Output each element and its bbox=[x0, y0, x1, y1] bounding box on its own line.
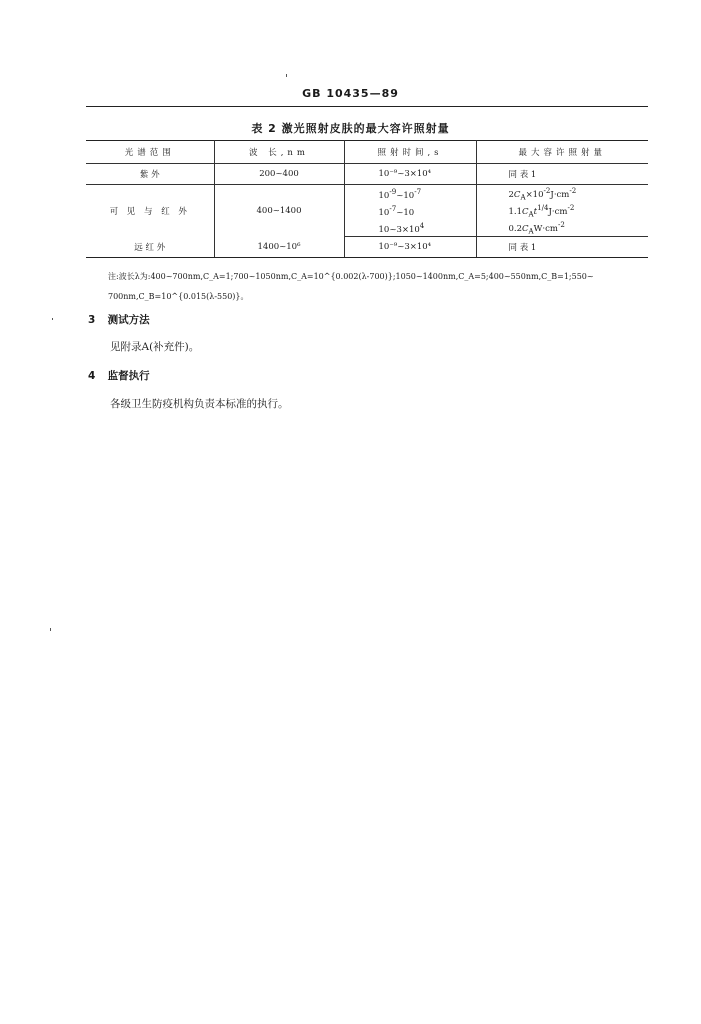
column-header-range: 光谱范围 bbox=[86, 141, 214, 164]
header-rule bbox=[86, 106, 648, 107]
section-title: 监督执行 bbox=[107, 370, 150, 382]
cell-time: $10^{-7}\sim 10$ bbox=[344, 202, 476, 219]
cell-exposure bbox=[476, 237, 648, 258]
table-note bbox=[108, 267, 652, 307]
exposure-table bbox=[86, 140, 648, 258]
cell-range: 远 红 外 bbox=[86, 237, 214, 258]
scan-speck bbox=[286, 74, 287, 77]
exposure-value: 同 表 1 bbox=[508, 170, 537, 180]
time-value: 10⁻⁹~3×10⁴ bbox=[378, 169, 432, 179]
table-row bbox=[86, 237, 648, 258]
note-line-2: 700nm,C_B=10^{0.015(λ-550)}。 bbox=[108, 292, 249, 301]
cell-time: $10\sim 3\times 10^4$ bbox=[344, 219, 476, 237]
note-line-1: 注:波长λ为:400~700nm,C_A=1;700~1050nm,C_A=10^{0.002(λ-700)};1050~1400nm,C_A=5;400~550nm,C_B=1;550~ bbox=[108, 272, 594, 281]
cell-wavelength: 1400~10⁶ bbox=[214, 237, 344, 258]
cell-range: 紫 外 bbox=[86, 164, 214, 185]
scan-speck bbox=[50, 628, 51, 631]
table-header-row bbox=[86, 141, 648, 164]
cell-wavelength: 200~400 bbox=[214, 164, 344, 185]
column-header-time: 照射时间,s bbox=[344, 141, 476, 164]
scan-speck bbox=[52, 318, 53, 320]
cell-time: $10^{-9}\sim 10^{-7}$ bbox=[344, 185, 476, 203]
table-row bbox=[86, 164, 648, 185]
cell-exposure: $1.1C_At^{1/4}J\cdot cm^{-2}$ bbox=[476, 202, 648, 219]
section-body: 各级卫生防疫机构负责本标准的执行。 bbox=[110, 398, 289, 410]
section-body: 见附录A(补充件)。 bbox=[110, 341, 200, 353]
section-heading bbox=[88, 312, 150, 327]
cell-wavelength: 400~1400 bbox=[214, 185, 344, 237]
cell-time bbox=[344, 237, 476, 258]
standard-code: GB 10435—89 bbox=[302, 87, 399, 100]
exposure-value: 同 表 1 bbox=[508, 243, 537, 253]
section-title: 测试方法 bbox=[107, 314, 150, 326]
cell-time bbox=[344, 164, 476, 185]
section-heading bbox=[88, 368, 150, 383]
cell-exposure: $2C_A\times 10^{-2}J\cdot cm^{-2}$ bbox=[476, 185, 648, 203]
cell-exposure: $0.2C_AW\cdot cm^{-2}$ bbox=[476, 219, 648, 237]
column-header-wavelength: 波 长,nm bbox=[214, 141, 344, 164]
section-number: 4 bbox=[88, 370, 96, 382]
table-row bbox=[86, 185, 648, 203]
time-value: 10⁻⁹~3×10⁴ bbox=[378, 242, 432, 252]
cell-exposure bbox=[476, 164, 648, 185]
column-header-exposure: 最大容许照射量 bbox=[476, 141, 648, 164]
section-number: 3 bbox=[88, 314, 96, 326]
table-title: 表 2 激光照射皮肤的最大容许照射量 bbox=[251, 122, 450, 135]
cell-range: 可 见 与 红 外 bbox=[86, 185, 214, 237]
